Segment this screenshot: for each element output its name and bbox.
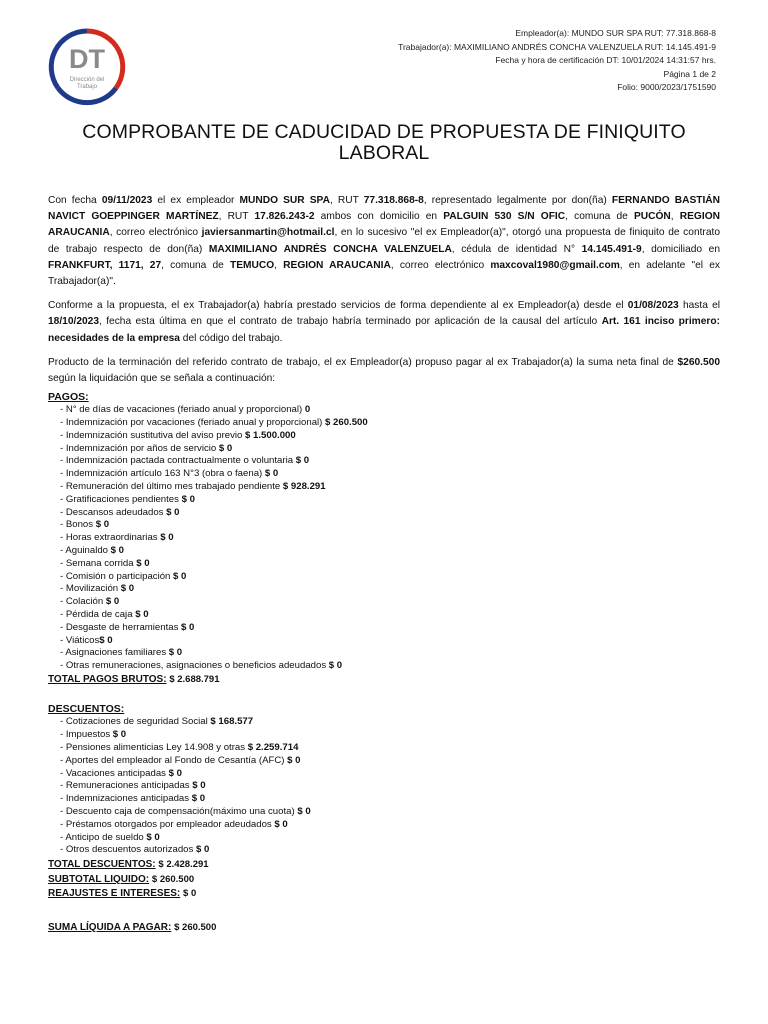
- header-page: Página 1 de 2: [663, 68, 716, 79]
- descuentos-item-label: - Cotizaciones de seguridad Social: [60, 716, 211, 728]
- pagos-item: [60, 430, 720, 443]
- text: , comuna de: [161, 259, 231, 271]
- pagos-item: [60, 583, 720, 596]
- descuentos-item: [60, 768, 720, 781]
- text: , RUT: [218, 211, 255, 223]
- descuentos-item-label: - Préstamos otorgados por empleador adeudados: [60, 818, 275, 830]
- net-amount: $260.500: [677, 356, 720, 368]
- pagos-item-label: - Remuneración del último mes trabajado pendiente: [60, 481, 283, 493]
- descuentos-item: [60, 806, 720, 819]
- descuentos-item-value: $ 0: [274, 818, 288, 830]
- pagos-item-label: - Horas extraordinarias: [60, 532, 161, 544]
- descuentos-item: [60, 832, 720, 845]
- subtotal-liquido: [48, 873, 720, 888]
- total-descuentos-value: $ 2.428.291: [158, 859, 209, 871]
- descuentos-item: [60, 793, 720, 806]
- descuentos-item-value: $ 0: [112, 729, 127, 741]
- pagos-item-label: - Semana corrida: [60, 557, 137, 569]
- end-date: 18/10/2023: [48, 316, 99, 328]
- pagos-item: [60, 609, 720, 622]
- pagos-item-value: $ 0: [136, 557, 150, 569]
- employer-address: PALGUIN 530 S/N OFIC: [443, 211, 566, 223]
- pagos-item-value: $ 0: [218, 442, 233, 454]
- document-title: [60, 122, 708, 164]
- pagos-item-value: $ 0: [120, 583, 135, 595]
- logo-line2: Trabajo: [76, 84, 98, 90]
- pagos-item: [60, 635, 720, 648]
- descuentos-item-value: $ 168.577: [210, 716, 254, 728]
- descuentos-item-label: - Vacaciones anticipadas: [60, 767, 169, 779]
- pagos-title: PAGOS:: [48, 391, 89, 404]
- descuentos-item-value: $ 0: [195, 844, 210, 856]
- text: , comuna de: [565, 211, 634, 223]
- worker-region: REGION ARAUCANIA: [283, 259, 391, 271]
- representative-name: FERNANDO BASTIÁN NAVICT GOEPPINGER MARTÍNEZ: [48, 195, 721, 223]
- descuentos-item: [60, 780, 720, 793]
- text: , cédula de identidad N°: [451, 243, 582, 255]
- pagos-item: [60, 443, 720, 456]
- subtotal-value: $ 260.500: [151, 873, 195, 885]
- text: , representado legalmente por don(ña): [423, 195, 612, 206]
- suma-value: $ 260.500: [174, 921, 217, 933]
- descuentos-item: [60, 844, 720, 857]
- descuentos-item-label: - Aportes del empleador al Fondo de Cesantía (AFC): [60, 754, 288, 766]
- descuentos-item-value: $ 0: [146, 831, 160, 843]
- text: , en adelante "el ex Trabajador(a)".: [48, 259, 720, 288]
- reajustes-label: REAJUSTES E INTERESES:: [48, 888, 181, 900]
- text: ,: [274, 259, 284, 271]
- worker-rut: 14.145.491-9: [581, 243, 642, 255]
- pagos-item: [60, 545, 720, 558]
- pagos-item-value: $ 0: [135, 608, 149, 620]
- pagos-item-value: 0: [304, 404, 311, 416]
- pagos-item-value: $ 260.500: [325, 417, 368, 429]
- pagos-item-value: $ 0: [110, 545, 125, 556]
- paragraph-service: [48, 298, 720, 347]
- text: , correo electrónico: [390, 259, 491, 271]
- pagos-item-label: - Indemnización sustitutiva del aviso previo: [60, 429, 246, 441]
- pagos-item-value: $ 0: [181, 493, 195, 505]
- total-pagos-value: $ 2.688.791: [169, 673, 220, 685]
- pagos-list: [48, 404, 720, 673]
- worker-commune: TEMUCO: [230, 259, 275, 271]
- pagos-item: [60, 494, 720, 507]
- proposal-date: 09/11/2023: [101, 195, 153, 206]
- termination-cause: Art. 161 inciso primero: necesidades de la empresa: [48, 316, 720, 344]
- pagos-item-value: $ 0: [168, 647, 183, 659]
- pagos-item: [60, 647, 720, 660]
- total-descuentos: [48, 858, 720, 873]
- worker-email: maxcoval1980@gmail.com: [490, 259, 620, 271]
- logo-line1: Dirección del: [69, 77, 105, 83]
- pagos-item-label: - Pérdida de caja: [60, 608, 136, 620]
- pagos-item-label: - Descansos adeudados: [60, 506, 167, 518]
- pagos-item: [60, 596, 720, 609]
- descuentos-item: [60, 819, 720, 832]
- header-folio: Folio: 9000/2023/1751590: [617, 82, 716, 92]
- header-certification: Fecha y hora de certificación DT: 10/01/2024 14:31:57 hrs.: [495, 55, 716, 65]
- descuentos-item-value: $ 0: [297, 806, 311, 818]
- suma-liquida: [48, 921, 720, 936]
- total-pagos-label: TOTAL PAGOS BRUTOS:: [48, 673, 167, 685]
- pagos-item-value: $ 928.291: [282, 481, 326, 493]
- descuentos-item-label: - Descuento caja de compensación(máximo una cuota): [60, 806, 298, 818]
- suma-label: SUMA LÍQUIDA A PAGAR:: [48, 921, 172, 933]
- pagos-item: [60, 558, 720, 571]
- pagos-item-value: $ 0: [173, 570, 187, 582]
- worker-name: MAXIMILIANO ANDRÉS CONCHA VALENZUELA: [208, 243, 452, 255]
- pagos-item: [60, 455, 720, 468]
- pagos-item-label: - Gratificaciones pendientes: [60, 493, 182, 505]
- pagos-item-value: $ 0: [160, 532, 174, 544]
- title-line1: COMPROBANTE DE CADUCIDAD DE PROPUESTA DE FINIQUITO: [82, 121, 686, 143]
- title-line2: LABORAL: [338, 142, 430, 164]
- reajustes-value: $ 0: [183, 888, 197, 900]
- pagos-item-label: - Indemnización por vacaciones (feriado anual y proporcional): [60, 417, 326, 429]
- pagos-item-value: $ 0: [181, 621, 195, 633]
- paragraph-proposal: [48, 193, 720, 290]
- pagos-item-label: - N° de días de vacaciones (feriado anual y proporcional): [60, 404, 305, 416]
- pagos-item: [60, 571, 720, 584]
- descuentos-title: DESCUENTOS:: [48, 703, 125, 716]
- pagos-item: [60, 481, 720, 494]
- pagos-item-label: - Bonos: [60, 519, 96, 531]
- pagos-item-value: $ 1.500.000: [245, 429, 296, 441]
- descuentos-item-value: $ 0: [192, 780, 206, 792]
- representative-rut: 17.826.243-2: [254, 211, 315, 223]
- employer-commune: PUCÓN: [634, 211, 671, 223]
- descuentos-item: [60, 729, 720, 742]
- pagos-item: [60, 468, 720, 481]
- employer-email: javiersanmartin@hotmail.cl: [201, 227, 335, 239]
- pagos-item-label: - Otras remuneraciones, asignaciones o beneficios adeudados: [60, 660, 329, 672]
- text: , fecha esta última en que el contrato de trabajo habría terminado por aplicación de la causal del artículo: [99, 316, 602, 328]
- start-date: 01/08/2023: [627, 300, 679, 312]
- total-descuentos-label: TOTAL DESCUENTOS:: [48, 859, 156, 871]
- reajustes-intereses: [48, 887, 720, 902]
- header-employer: Empleador(a): MUNDO SUR SPA RUT: 77.318.868-8: [515, 28, 716, 38]
- text: Con fecha: [48, 195, 102, 206]
- pagos-item: [60, 660, 720, 673]
- header-worker: Trabajador(a): MAXIMILIANO ANDRÉS CONCHA VALENZUELA RUT: 14.145.491-9: [398, 41, 716, 52]
- total-pagos: [48, 673, 720, 688]
- text: Producto de la terminación del referido contrato de trabajo, el ex Empleador(a) propuso pagar al ex Trabajador(a) la suma neta final de: [48, 356, 678, 368]
- employer-name: MUNDO SUR SPA: [239, 195, 330, 206]
- descuentos-item-value: $ 0: [168, 767, 182, 779]
- pagos-item-value: $ 0: [328, 660, 343, 672]
- text: , correo electrónico: [109, 227, 202, 239]
- text: , en lo sucesivo "el ex Empleador(a)", otorgó una propuesta de finiquito de contrato de trabajo respecto de don(ña): [48, 227, 720, 255]
- descuentos-item-label: - Indemnizaciones anticipadas: [60, 793, 192, 805]
- descuentos-item-label: - Pensiones alimenticias Ley 14.908 y otras: [60, 742, 248, 754]
- pagos-item: [60, 622, 720, 635]
- pagos-item-label: - Indemnización pactada contractualmente o voluntaria: [60, 455, 296, 467]
- descuentos-item: [60, 716, 720, 729]
- text: hasta el: [678, 300, 720, 312]
- descuentos-item-label: - Anticipo de sueldo: [60, 831, 147, 843]
- pagos-item: [60, 404, 720, 417]
- pagos-item-label: - Viáticos: [60, 634, 100, 646]
- text: , RUT: [329, 195, 364, 206]
- text: del código del trabajo.: [179, 332, 283, 344]
- pagos-item-value: $ 0: [295, 455, 310, 467]
- pagos-item-label: - Aguinaldo: [60, 545, 111, 556]
- descuentos-item-value: $ 0: [191, 793, 206, 805]
- pagos-item-label: - Indemnización por años de servicio: [60, 442, 219, 454]
- subtotal-label: SUBTOTAL LIQUIDO:: [48, 873, 150, 885]
- descuentos-item-value: $ 2.259.714: [247, 742, 299, 754]
- pagos-item-value: $ 0: [99, 634, 113, 646]
- text: ,: [670, 211, 680, 223]
- pagos-item-value: $ 0: [166, 506, 180, 518]
- pagos-item-value: $ 0: [95, 519, 110, 531]
- pagos-item-value: $ 0: [264, 468, 279, 480]
- text: Conforme a la propuesta, el ex Trabajador(a) habría prestado servicios de forma dependiente al ex Empleador(a) desde el: [48, 300, 628, 312]
- descuentos-item-label: - Otros descuentos autorizados: [60, 844, 196, 856]
- descuentos-item-label: - Impuestos: [60, 729, 113, 741]
- descuentos-item: [60, 755, 720, 768]
- pagos-item: [60, 417, 720, 430]
- descuentos-item: [60, 742, 720, 755]
- pagos-item-label: - Indemnización artículo 163 N°3 (obra o faena): [60, 468, 265, 480]
- text: , domiciliado en: [641, 243, 720, 255]
- pagos-item: [60, 519, 720, 532]
- text: el ex empleador: [152, 195, 240, 206]
- text: según la liquidación que se señala a continuación:: [48, 373, 276, 385]
- pagos-item: [60, 532, 720, 545]
- text: ambos con domicilio en: [314, 211, 444, 223]
- descuentos-item-value: $ 0: [287, 754, 301, 766]
- pagos-item-label: - Movilización: [60, 583, 121, 595]
- pagos-item-label: - Asignaciones familiares: [60, 647, 169, 659]
- worker-address: FRANKFURT, 1171, 27: [48, 259, 162, 271]
- document-body: [48, 193, 720, 935]
- pagos-item: [60, 507, 720, 520]
- pagos-item-label: - Desgaste de herramientas: [60, 621, 182, 633]
- descuentos-list: [48, 716, 720, 857]
- header-meta: [398, 27, 716, 95]
- logo-brand: DT: [69, 44, 105, 74]
- pagos-item-label: - Comisión o participación: [60, 570, 174, 582]
- employer-rut: 77.318.868-8: [363, 195, 424, 206]
- pagos-item-label: - Colación: [60, 596, 106, 608]
- dt-logo: [48, 28, 126, 106]
- pagos-item-value: $ 0: [105, 596, 120, 608]
- employer-region: REGION ARAUCANIA: [48, 211, 720, 239]
- descuentos-item-label: - Remuneraciones anticipadas: [60, 780, 193, 792]
- paragraph-amount: [48, 355, 720, 387]
